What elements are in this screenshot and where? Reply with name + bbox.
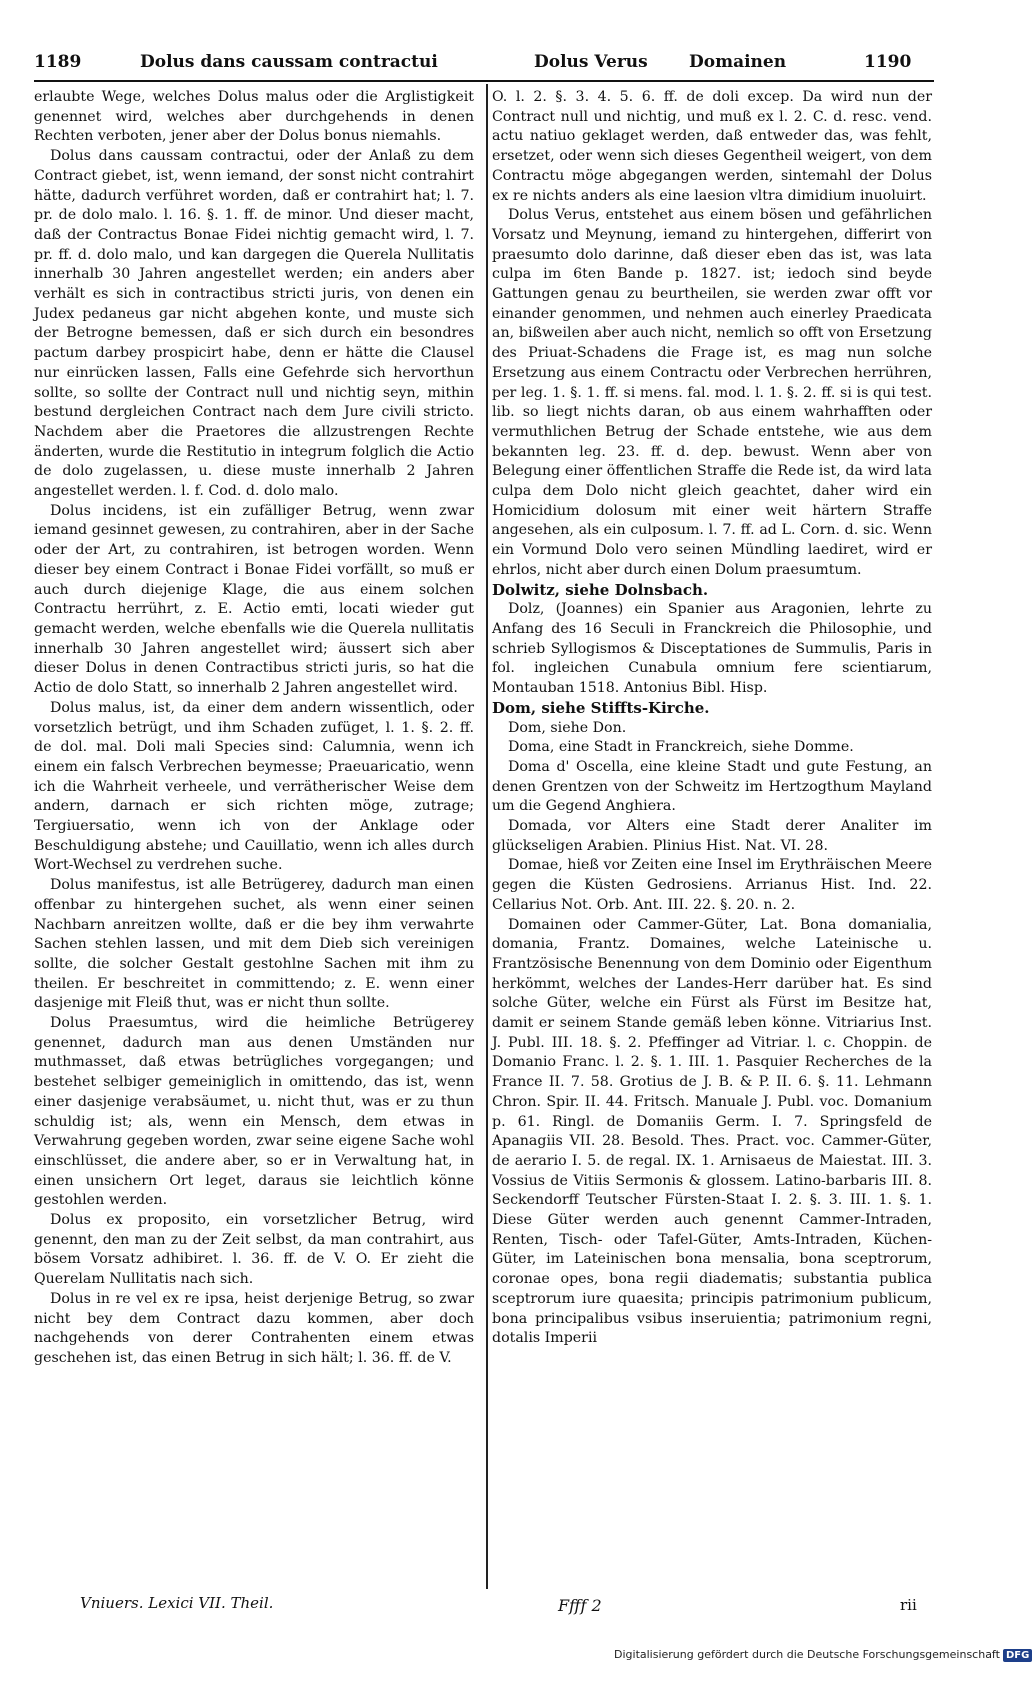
entry-domae: Domae, hieß vor Zeiten eine Insel im Erythräischen Meere gegen die Küsten Gedrosiens. Arrianus Hist. Ind. 22. Cellarius Not. Orb. Ant. III. 22. §. 20. n. 2.: [492, 857, 932, 913]
running-title-right: Domainen: [689, 52, 787, 72]
column-divider: [486, 84, 488, 1589]
digitization-credit: [614, 1648, 1030, 1662]
paragraph: erlaubte Wege, welches Dolus malus oder die Arglistigkeit genennet wird, welches aber durchgehends in denen Rechten verboten, jener aber der Dolus bonus niemahls.: [34, 89, 474, 145]
entry-dolus-verus: Dolus Verus, entstehet aus einem bösen und gefährlichen Vorsatz und Meynung, iemand zu hintergehen, differirt von praesumto dolo darinne, daß dieser eben das ist, was lata culpa im 6ten Bande p. 1827. ist; iedoch sind beyde Gattungen genau zu beurtheilen, sie werden zwar offt vor einander genommen, und nehmen auch einerley Praedicata an, bißweilen aber auch nicht, nemlich so offt von Ersetzung des Priuat-Schadens die Frage ist, es mag nun solche Ersetzung aus einem Contractu oder Verbrechen herrühren, per leg. 1. §. 1. ff. si mens. fal. mod. l. 1. §. 2. ff. si is qui test. lib. so liegt nichts daran, ob aus einem wahrhafften oder vermuthlichen Betrug der Schade entstehe, wie aus dem bekannten leg. 23. ff. d. dep. bewust. Wenn aber von Belegung einer öffentlichen Straffe die Rede ist, da wird lata culpa dem Dolo nicht gleich geachtet, daher wird ein Homicidium dolosum mit einer weit härtern Straffe angesehen, als ein culposum. l. 7. ff. ad L. Corn. d. sic. Wenn ein Vormund Dolo vero seinen Mündling laediret, wird er ehrlos, nicht aber durch einen Dolum praesumtum.: [492, 207, 932, 578]
entry-dolus-incidens: Dolus incidens, ist ein zufälliger Betrug, wenn zwar iemand gesinnet gewesen, zu contrahiren, aber in der Sache oder der Art, zu contrahiren, ist betrogen worden. Wenn dieser bey einem Contract i Bonae Fidei vorfällt, so muß er auch durch diejenige Klage, die aus einem solchen Contractu herrührt, z. E. Actio emti, locati wieder gut gemacht werden, welche ebenfalls wie die Querela nullitatis innerhalb 30 Jahren angestellet wird; äussert sich aber dieser Dolus in denen Contractibus stricti juris, so hat die Actio de dolo Statt, so innerhalb 2 Jahren angestellet wird.: [34, 502, 474, 697]
running-title-middle: Dolus Verus: [534, 52, 648, 72]
digitization-text: Digitalisierung gefördert durch die Deutsche Forschungsgemeinschaft: [614, 1648, 1000, 1661]
entry-domainen: Domainen oder Cammer-Güter, Lat. Bona domanialia, domania, Frantz. Domaines, welche Lateinische u. Frantzösische Benennung von dem Dominio oder Eigenthum herkömmt, welches der Landes-Herr darüber hat. Es sind solche Güter, welche ein Fürst als Fürst im Besitze hat, damit er seinem Stande gemäß leben könne. Vitriarius Inst. J. Publ. III. 18. §. 2. Pfeffinger ad Vitriar. l. c. Choppin. de Domanio Franc. l. 2. §. 1. III. 1. Pasquier Recherches de la France II. 7. 58. Grotius de J. B. & P. II. 6. §. 11. Lehmann Chron. Spir. II. 44. Fritsch. Manuale J. Publ. voc. Domanium p. 61. Ringl. de Domaniis Germ. I. 7. Springsfeld de Apanagiis VII. 28. Besold. Thes. Pract. voc. Cammer-Güter, de aerario I. 5. de regal. IX. 1. Arnisaeus de Maiestat. III. 3. Vossius de Vitiis Sermonis & glossem. Latino-barbaris III. 8. Seckendorff Teutscher Fürsten-Staat I. 2. §. 3. III. 1. §. 1. Diese Güter werden auch genennt Cammer-Intraden, Renten, Tisch- oder Tafel-Güter, Amts-Intraden, Küchen-Güter, im Lateinischen bona mensalia, bona sceptrorum, coronae opes, bona regii diadematis; substantia publica sceptrorum iure quaesita; principis patrimonium publicum, bona principalibus vsibus inseruientia; patrimonium regni, dotalis Imperii: [492, 916, 932, 1347]
running-header: [34, 52, 934, 80]
right-column: [492, 88, 932, 1349]
left-column: [34, 88, 474, 1369]
page-number-left: 1189: [34, 52, 82, 72]
running-title-left: Dolus dans caussam contractui: [140, 52, 438, 72]
entry-dom-don: Dom, siehe Don.: [508, 719, 627, 736]
dfg-logo: DFG: [1003, 1649, 1032, 1662]
entry-domada: Domada, vor Alters eine Stadt derer Analiter im glückseligen Arabien. Plinius Hist. Nat. VI. 28.: [492, 818, 932, 854]
entry-dolus-ex-proposito: Dolus ex proposito, ein vorsetzlicher Betrug, wird genennt, den man zu der Zeit selbst, da man contrahirt, aus bösem Vorsatz adhibiret. l. 36. ff. de V. O. Er zieht die Querelam Nullitatis nach sich.: [34, 1212, 474, 1288]
header-rule: [34, 80, 934, 82]
page-number-right: 1190: [864, 52, 912, 72]
footer-signature: Ffff 2: [558, 1596, 602, 1615]
footer-catchword: rii: [900, 1596, 917, 1614]
entry-dolus-praesumtus: Dolus Praesumtus, wird die heimliche Betrügerey genennet, dadurch man aus denen Umständen nur muthmasset, daß etwas betrügliches vorgegangen; und bestehet selbiger gemeiniglich in omittendo, das ist, wenn einer dasjenige verabsäumet, u. nicht thut, was er zu thun schuldig ist; als, wenn ein Mensch, dem etwas in Verwahrung gegeben worden, zwar seine eigene Sache wohl einschlüsset, die andere aber, so er in Verwaltung hat, in einen unsichern Ort leget, daraus sie leichtlich könne gestohlen werden.: [34, 1015, 474, 1209]
footer-volume: Vniuers. Lexici VII. Theil.: [80, 1594, 274, 1612]
entry-dolus-manifestus: Dolus manifestus, ist alle Betrügerey, dadurch man einen offenbar zu hintergehen suchet, als wenn einer seinen Nachbarn anreitzen wollte, daß er die bey ihm verwahrte Sachen stehlen lassen, und mit dem Dieb sich vereinigen sollte, die solcher Gestalt gestohlne Sachen mit ihm zu theilen. Er beschreitet in committendo; z. E. wenn einer dasjenige mit Fleiß thut, was er nicht thun sollte.: [34, 877, 474, 1012]
entry-doma: Doma, eine Stadt in Franckreich, siehe Domme.: [508, 739, 854, 756]
paragraph-continued: O. l. 2. §. 3. 4. 5. 6. ff. de doli excep. Da wird nun der Contract null und nichtig, und muß ex l. 2. C. d. resc. vend. actu natiuo geklaget werden, daß entweder das, was fehlt, ersetzet, oder wenn sich dieses Gegentheil weigert, von dem Contractu möge abgegangen werden, sintemahl der Dolus ex re nichts anders als eine laesion vltra dimidium inuoluirt.: [492, 89, 932, 204]
entry-dolz: Dolz, (Joannes) ein Spanier aus Aragonien, lehrte zu Anfang des 16 Seculi in Franckreich die Philosophie, und schrieb Syllogismos & Disceptationes de Summulis, Paris in fol. ingleichen Cunabula omnium fere scientiarum, Montauban 1518. Antonius Bibl. Hisp.: [492, 601, 932, 697]
entry-dom-stiffts: Dom, siehe Stiffts-Kirche.: [492, 698, 710, 717]
entry-doma-oscella: Doma d' Oscella, eine kleine Stadt und gute Festung, an denen Grentzen von der Schweitz im Hertzogthum Mayland um die Gegend Anghiera.: [492, 758, 932, 815]
entry-dolus-malus: Dolus malus, ist, da einer dem andern wissentlich, oder vorsetzlich betrügt, und ihm Schaden zufüget, l. 1. §. 2. ff. de dol. mal. Doli mali Species sind: Calumnia, wenn ich einem ein falsch Verbrechen beymesse; Praeuaricatio, wenn ich die Wahrheit verheele, und verrätherischer Weise dem andern, darnach er sich richten möge, zutrage; Tergiuersatio, wenn ich von der Anklage oder Beschuldigung abstehe; und Cauillatio, wenn ich alles durch Wort-Wechsel zu verdrehen suche.: [34, 699, 474, 874]
entry-dolus-in-re: Dolus in re vel ex re ipsa, heist derjenige Betrug, so zwar nicht bey dem Contract dazu kommen, aber doch nachgehends von derer Contrahenten einem etwas geschehen ist, das einen Betrug in sich hält; l. 36. ff. de V.: [34, 1290, 474, 1366]
entry-dolus-dans-caussam: Dolus dans caussam contractui, oder der Anlaß zu dem Contract giebet, ist, wenn iemand, der sonst nicht contrahirt hätte, dadurch verführet worden, daß er contrahirt hat; l. 7. pr. de dolo malo. l. 16. §. 1. ff. de minor. Und dieser macht, daß der Contractus Bonae Fidei nichtig gemacht wird, l. 7. pr. ff. d. dolo malo, und kan dargegen die Querela Nullitatis innerhalb 30 Jahren angestellet werden; ein anders aber verhält es sich in contractibus stricti juris, von denen ein Judex pedaneus gar nicht abgehen konte, und muste sich der Betrogne bemessen, daß er sich durch ein besondres pactum darbey prospicirt habe, denn er hätte die Clausel nur einrücken lassen, Falls eine Gefehrde sich hervorthun sollte, so sollte der Contract null und nichtig seyn, mithin bestund dergleichen Contract nach dem Jure civili stricto. Nachdem aber die Praetores die allzustrengen Rechte änderten, wurde die Restitutio in integrum folglich die Actio de dolo zugelassen, u. diese muste innerhalb 2 Jahren angestellet werden. l. f. Cod. d. dolo malo.: [34, 148, 474, 500]
entry-dolwitz: Dolwitz, siehe Dolnsbach.: [492, 580, 709, 599]
